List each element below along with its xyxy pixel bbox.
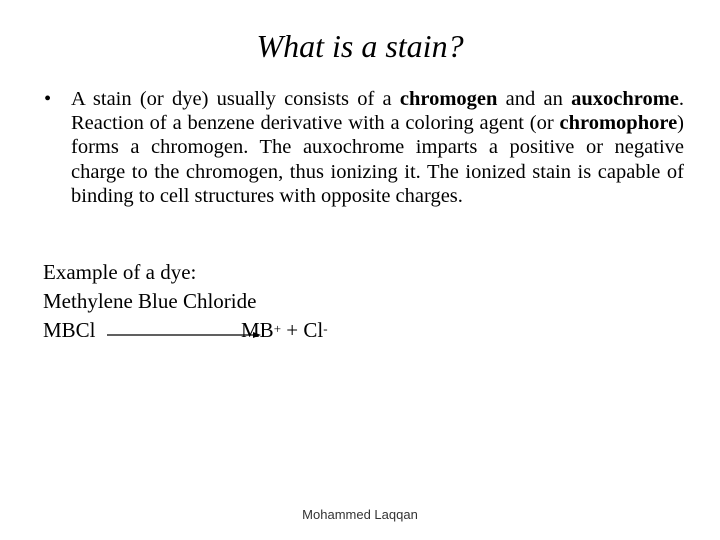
bullet-marker: •	[44, 88, 52, 110]
example-heading: Example of a dye:	[43, 260, 197, 284]
example-section	[43, 258, 328, 345]
anion-charge: -	[323, 321, 328, 336]
bullet-text-part: and an	[497, 88, 572, 110]
bullet-text-part: . Reaction of a benzene derivative with a coloring agent (or	[71, 88, 684, 135]
reaction-arrow-icon	[107, 331, 261, 339]
product-cation: MB	[241, 318, 274, 342]
footer-author: Mohammed Laqqan	[302, 507, 418, 522]
products	[241, 316, 328, 345]
bullet-text	[71, 87, 684, 208]
dye-name: Methylene Blue Chloride	[43, 289, 257, 313]
term-auxochrome: auxochrome	[571, 88, 679, 110]
bullet-paragraph	[44, 87, 684, 208]
plus-sign: +	[281, 318, 304, 342]
term-chromogen: chromogen	[399, 88, 498, 110]
reactant: MBCl	[43, 318, 96, 342]
bullet-text-part: ) forms a chromogen. The auxochrome imparts a positive or negative charge to the chromogen, thus ionizing it. The ionized stain is capable of binding to cell structures with opposite charges.	[71, 112, 684, 207]
dissociation-equation	[43, 316, 328, 345]
product-anion: Cl	[303, 318, 324, 342]
term-chromophore: chromophore	[559, 112, 678, 135]
slide-title: What is a stain?	[256, 28, 464, 64]
cation-charge: +	[273, 321, 282, 336]
bullet-text-part: A stain (or dye) usually consists of a	[71, 88, 400, 110]
